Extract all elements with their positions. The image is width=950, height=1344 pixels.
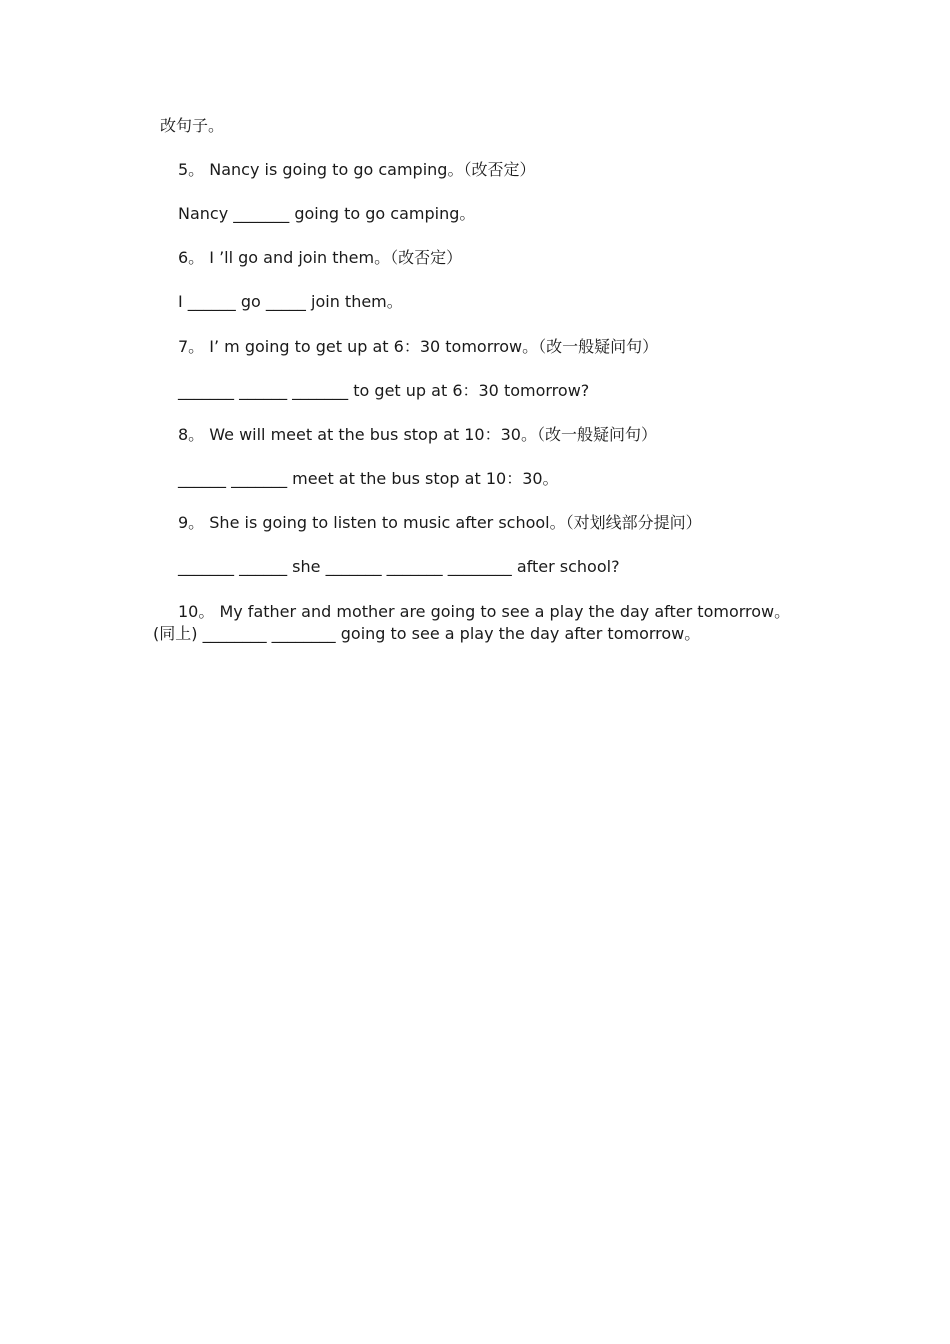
question-7: 7。 I’ m going to get up at 6：30 tomorrow。（改一般疑问句）	[178, 337, 659, 356]
answer-line-9: _______ ______ she _______ _______ ________ after school?	[178, 557, 620, 576]
answer-line-5: Nancy _______ going to go camping。	[178, 204, 476, 223]
question-6: 6。 I ’ll go and join them。（改否定）	[178, 248, 463, 267]
question-8: 8。 We will meet at the bus stop at 10：30。（改一般疑问句）	[178, 425, 657, 444]
answer-line-7: _______ ______ _______ to get up at 6：30 tomorrow?	[178, 381, 590, 400]
section-title: 改句子。	[160, 116, 225, 135]
question-5: 5。 Nancy is going to go camping。（改否定）	[178, 160, 536, 179]
answer-line-8: ______ _______ meet at the bus stop at 10：30。	[178, 469, 559, 488]
answer-line-10: (同上) ________ ________ going to see a play the day after tomorrow。	[153, 624, 701, 643]
question-10: 10。 My father and mother are going to see a play the day after tomorrow。	[178, 602, 791, 621]
answer-line-6: I ______ go _____ join them。	[178, 292, 403, 311]
question-9: 9。 She is going to listen to music after school。（对划线部分提问）	[178, 513, 702, 532]
